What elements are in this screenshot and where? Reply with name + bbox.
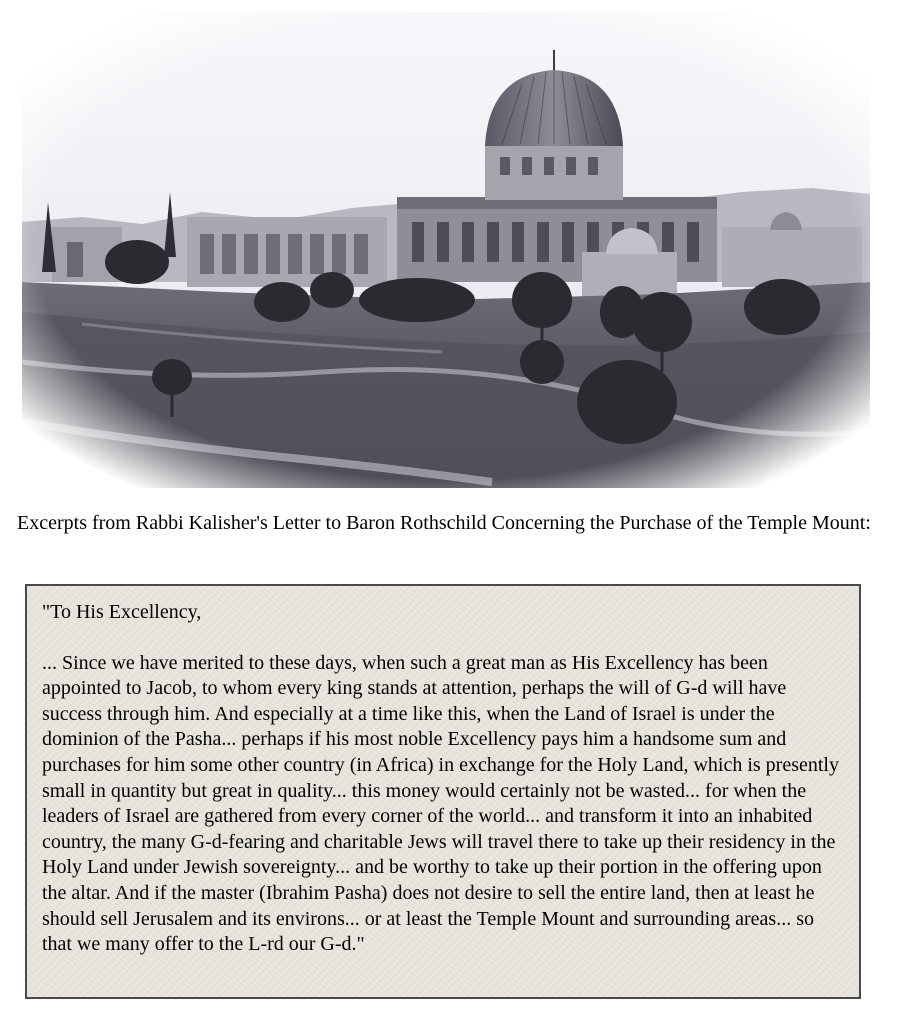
letter-caption: Excerpts from Rabbi Kalisher's Letter to Baron Rothschild Concerning the Purchase of the Temple Mount: bbox=[17, 512, 871, 534]
temple-mount-photo bbox=[22, 12, 870, 488]
letter-quote-box bbox=[25, 584, 861, 999]
letter-salutation: "To His Excellency, bbox=[42, 601, 202, 623]
letter-body: ... Since we have merited to these days, when such a great man as His Excellency has been appointed to Jacob, to whom every king stands at attention, perhaps the will of G-d will have success through him. And especially at a time like this, when the Land of Israel is under the dominion of the Pasha... perhaps if his most noble Excellency pays him a handsome sum and purchases for him some other country (in Africa) in exchange for the Holy Land, which is presently small in quantity but great in quality... this money would certainly not be wasted... for when the leaders of Israel are gathered from every corner of the world... and transform it into an inhabited country, the many G-d-fearing and charitable Jews will travel there to take up their residency in the Holy Land under Jewish sovereignty... and be worthy to take up their portion in the offering upon the altar. And if the master (Ibrahim Pasha) does not desire to sell the entire land, then at least he should sell Jerusalem and its environs... or at least the Temple Mount and surrounding areas... so that we many offer to the L-rd our G-d." bbox=[42, 651, 839, 956]
